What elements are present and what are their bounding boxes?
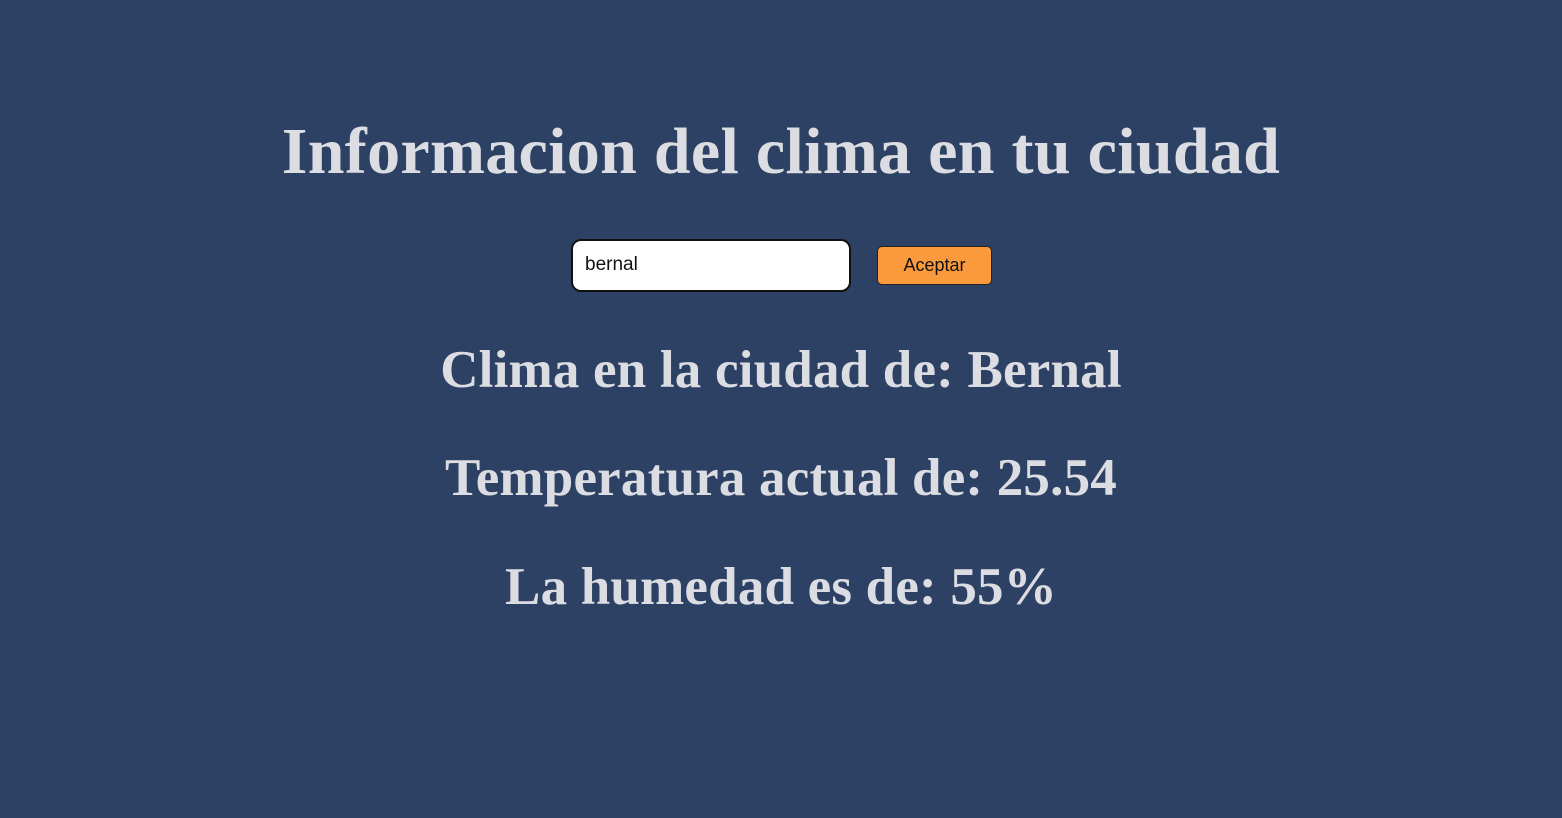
temperature-result: Temperatura actual de: 25.54 (445, 449, 1117, 507)
search-form (0, 238, 1562, 292)
city-search-input[interactable] (571, 239, 851, 292)
page-title: Informacion del clima en tu ciudad (281, 115, 1281, 188)
accept-button[interactable]: Aceptar (877, 246, 992, 285)
city-result: Clima en la ciudad de: Bernal (440, 341, 1122, 399)
humidity-result: La humedad es de: 55% (505, 558, 1057, 616)
